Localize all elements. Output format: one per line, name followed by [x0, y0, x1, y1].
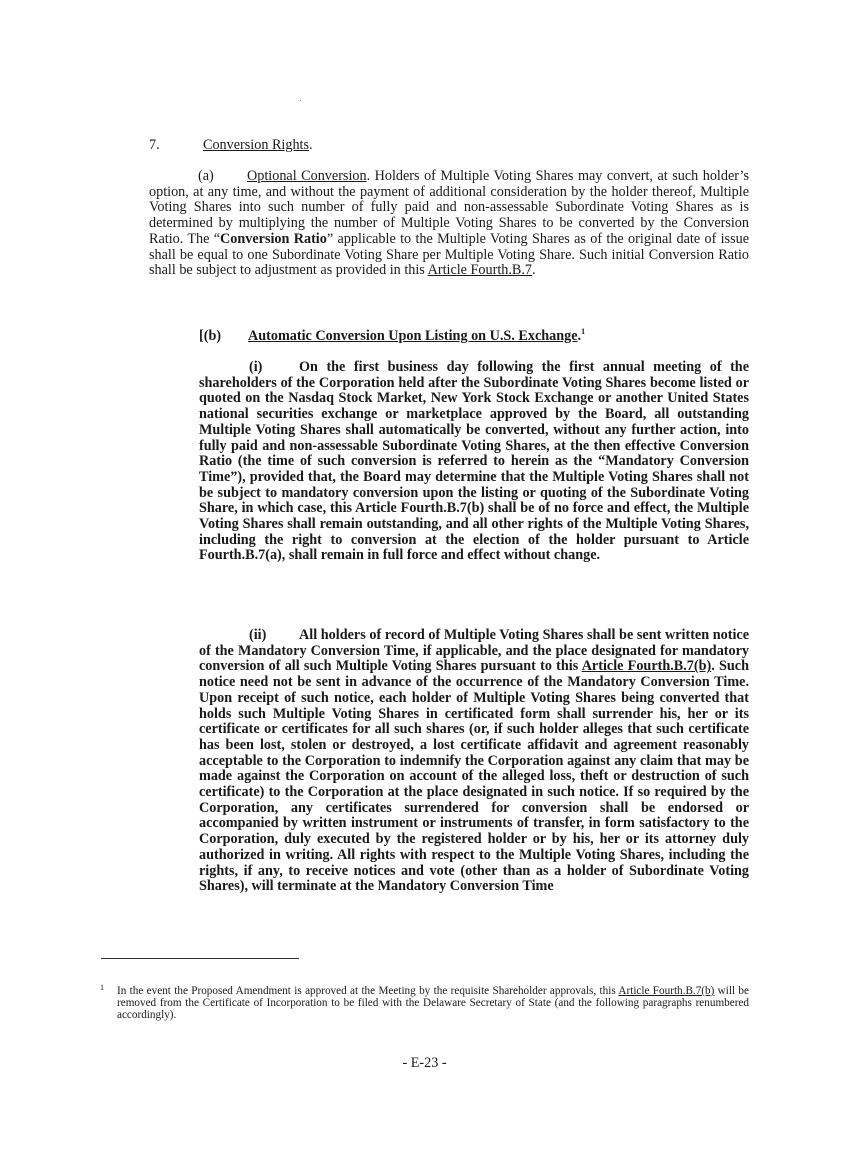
- section-heading: 7. Conversion Rights.: [149, 137, 313, 153]
- paragraph-a-title: Optional Conversion: [247, 168, 367, 184]
- footnote-article-reference: Article Fourth.B.7(b): [618, 985, 715, 997]
- paragraph-i: (i) On the first business day following the first annual meeting of the shareholders of the Corporation held after the Subordinate Voting Shares become listed or quoted on the Nasdaq Stock Market, New York Stock Exchange or another United States national securities exchange or marketplace approved by the Board, all outstanding Multiple Voting Shares shall automatically be converted, without any further action, into fully paid and non-assessable Subordinate Voting Shares, at the then effective Conversion Ratio (the time of such conversion is referred to herein as the “Mandatory Conversion Time”), provided that, the Board may determine that the Multiple Voting Shares shall not be subject to mandatory conversion upon the listing or quoting of the Subordinate Voting Share, in which case, this Article Fourth.B.7(b) shall be of no force and effect, the Multiple Voting Shares shall remain outstanding, and all other rights of the Multiple Voting Shares, including the right to conversion at the election of the holder pursuant to Article Fourth.B.7(a), shall remain in full force and effect without change.: [199, 359, 749, 564]
- footnote-mark: 1: [100, 983, 104, 992]
- page-number: - E-23 -: [402, 1055, 447, 1071]
- section-title: Conversion Rights: [203, 137, 310, 153]
- paragraph-i-label: (i): [249, 359, 263, 375]
- paragraph-a-label: (a): [198, 168, 214, 184]
- footnote-text: In the event the Proposed Amendment is approved at the Meeting by the requisite Shareholder approvals, this Article Fourth.B.7(b) will be removed from the Certificate of Incorporation to be filed with the Delaware Secretary of State (and the following paragraphs renumbered accordingly).: [117, 985, 749, 1022]
- section-number: 7.: [149, 137, 160, 153]
- article-reference: Article Fourth.B.7: [427, 262, 533, 279]
- stray-mark: [300, 100, 301, 101]
- paragraph-b-label: [(b): [199, 328, 222, 344]
- paragraph-b-title: Automatic Conversion Upon Listing on U.S. Exchange: [248, 328, 578, 344]
- footnote-separator: [101, 958, 299, 959]
- paragraph-a: (a) Optional Conversion. Holders of Multiple Voting Shares may convert, at such holder’s option, at any time, and without the payment of additional consideration by the holder thereof, Multiple Voting Shares into such number of fully paid and non-assessable Subordinate Voting Shares as is determined by multiplying the number of Multiple Voting Shares to be converted by the Conversion Ratio. The “Conversion Ratio” applicable to the Multiple Voting Shares as of the original date of issue shall be equal to one Subordinate Voting Share per Multiple Voting Share. Such initial Conversion Ratio shall be subject to adjustment as provided in this Article Fourth.B.7.: [149, 168, 749, 279]
- footnote-reference: 1: [581, 327, 586, 336]
- paragraph-b-heading: [(b) Automatic Conversion Upon Listing on U.S. Exchange.$^1$: [199, 327, 586, 344]
- paragraph-ii-label: (ii): [249, 627, 267, 643]
- conversion-ratio-term: Conversion Ratio: [220, 230, 327, 247]
- paragraph-ii: (ii) All holders of record of Multiple Voting Shares shall be sent written notice of the Mandatory Conversion Time, if applicable, and the place designated for mandatory conversion of all such Multiple Voting Shares pursuant to this Article Fourth.B.7(b). Such notice need not be sent in advance of the occurrence of the Mandatory Conversion Time. Upon receipt of such notice, each holder of Multiple Voting Shares being converted that holds such Multiple Voting Shares in certificated form shall surrender his, her or its certificate or certificates for all such shares (or, if such holder alleges that such certificate has been lost, stolen or destroyed, a lost certificate affidavit and agreement reasonably acceptable to the Corporation to indemnify the Corporation against any claim that may be made against the Corporation on account of the alleged loss, theft or destruction of such certificate) to the Corporation at the place designated in such notice. If so required by the Corporation, any certificates surrendered for conversion shall be endorsed or accompanied by written instrument or instruments of transfer, in form satisfactory to the Corporation, duly executed by the registered holder or by his, her or its attorney duly authorized in writing. All rights with respect to the Multiple Voting Shares, including the rights, if any, to receive notices and vote (other than as a holder of Subordinate Voting Shares), will terminate at the Mandatory Conversion Time: [199, 627, 749, 895]
- article-reference: Article Fourth.B.7(b): [581, 658, 712, 675]
